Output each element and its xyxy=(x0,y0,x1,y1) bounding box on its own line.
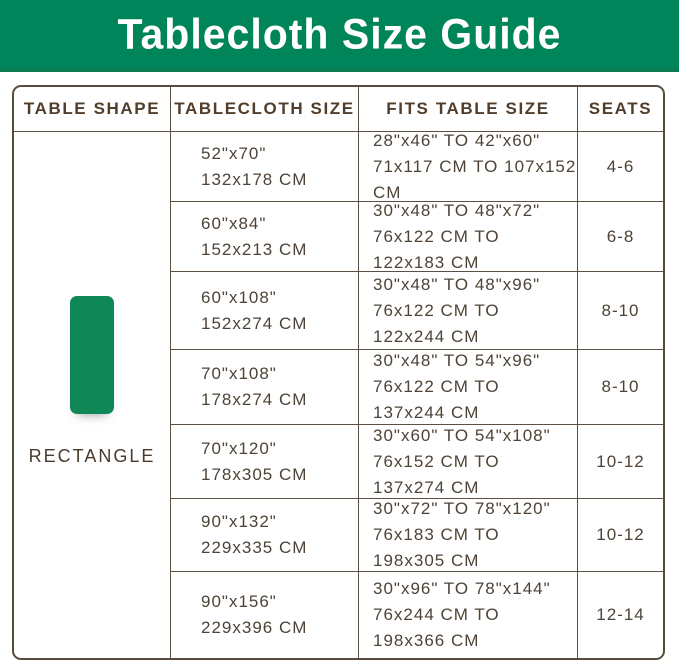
seats-cell: 12-14 xyxy=(596,605,645,624)
tablecloth-size-cell xyxy=(171,132,359,202)
fits-cm: 76x244 CM TO 198x366 CM xyxy=(373,605,500,650)
fits-cm: 71x117 CM TO 107x152 CM xyxy=(373,156,577,202)
fits-table-size-cell xyxy=(359,272,578,350)
size-cm: 178x305 CM xyxy=(201,464,308,484)
seats-cell: 6-8 xyxy=(578,202,663,272)
fits-table-size-cell xyxy=(359,202,578,272)
seats-cell: 8-10 xyxy=(578,272,663,350)
fits-cm: 76x152 CM TO 137x274 CM xyxy=(373,451,500,497)
size-cm: 152x213 CM xyxy=(201,239,308,259)
tablecloth-size-cell xyxy=(171,572,359,658)
title-banner xyxy=(0,0,679,72)
size-cm: 152x274 CM xyxy=(201,313,308,333)
size-inches: 60"x108" xyxy=(201,287,277,307)
seats-cell: 8-10 xyxy=(578,350,663,425)
fits-cm: 76x122 CM TO 122x244 CM xyxy=(373,300,500,346)
seats-cell: 4-6 xyxy=(578,132,663,202)
fits-inches: 30"x60" TO 54"x108" xyxy=(373,425,551,445)
fits-cm: 76x183 CM TO 198x305 CM xyxy=(373,525,500,570)
seats-cell: 10-12 xyxy=(578,425,663,499)
tablecloth-size-cell xyxy=(171,499,359,572)
column-header-fits-table-size: FITS TABLE SIZE xyxy=(359,87,578,132)
fits-table-size-cell xyxy=(359,132,578,202)
rectangle-shape-icon xyxy=(70,296,114,414)
fits-inches: 30"x48" TO 48"x72" xyxy=(373,200,541,220)
fits-table-size-cell xyxy=(359,350,578,425)
size-cm: 132x178 CM xyxy=(201,169,308,189)
table-shape-cell xyxy=(14,132,171,658)
page-title: Tablecloth Size Guide xyxy=(117,9,562,58)
fits-table-size-cell xyxy=(359,425,578,499)
fits-table-size-cell xyxy=(359,499,578,572)
tablecloth-size-cell xyxy=(171,425,359,499)
fits-table-size-cell xyxy=(359,572,578,658)
size-inches: 70"x108" xyxy=(201,364,277,383)
column-header-table-shape: TABLE SHAPE xyxy=(14,87,171,132)
size-cm: 229x396 CM xyxy=(201,618,308,637)
tablecloth-size-cell xyxy=(171,350,359,425)
fits-inches: 30"x48" TO 48"x96" xyxy=(373,274,541,294)
seats-cell: 10-12 xyxy=(578,499,663,572)
fits-inches: 30"x72" TO 78"x120" xyxy=(373,499,551,518)
fits-inches: 30"x48" TO 54"x96" xyxy=(373,351,541,370)
shape-label: RECTANGLE xyxy=(28,445,156,466)
tablecloth-size-cell xyxy=(171,202,359,272)
column-header-tablecloth-size: TABLECLOTH SIZE xyxy=(171,87,359,132)
fits-cm: 76x122 CM TO 122x183 CM xyxy=(373,226,500,272)
size-guide-grid xyxy=(14,87,663,658)
size-inches: 90"x156" xyxy=(201,592,277,611)
column-header-seats: SEATS xyxy=(578,87,663,132)
size-inches: 70"x120" xyxy=(201,438,277,458)
tablecloth-size-cell xyxy=(171,272,359,350)
size-cm: 229x335 CM xyxy=(201,538,308,557)
size-guide-table xyxy=(12,85,665,660)
size-inches: 60"x84" xyxy=(201,213,267,233)
size-inches: 90"x132" xyxy=(201,512,277,531)
size-inches: 52"x70" xyxy=(201,143,267,163)
fits-cm: 76x122 CM TO 137x244 CM xyxy=(373,377,500,422)
size-cm: 178x274 CM xyxy=(201,390,308,409)
fits-inches: 30"x96" TO 78"x144" xyxy=(373,579,551,598)
fits-inches: 28"x46" TO 42"x60" xyxy=(373,130,541,150)
